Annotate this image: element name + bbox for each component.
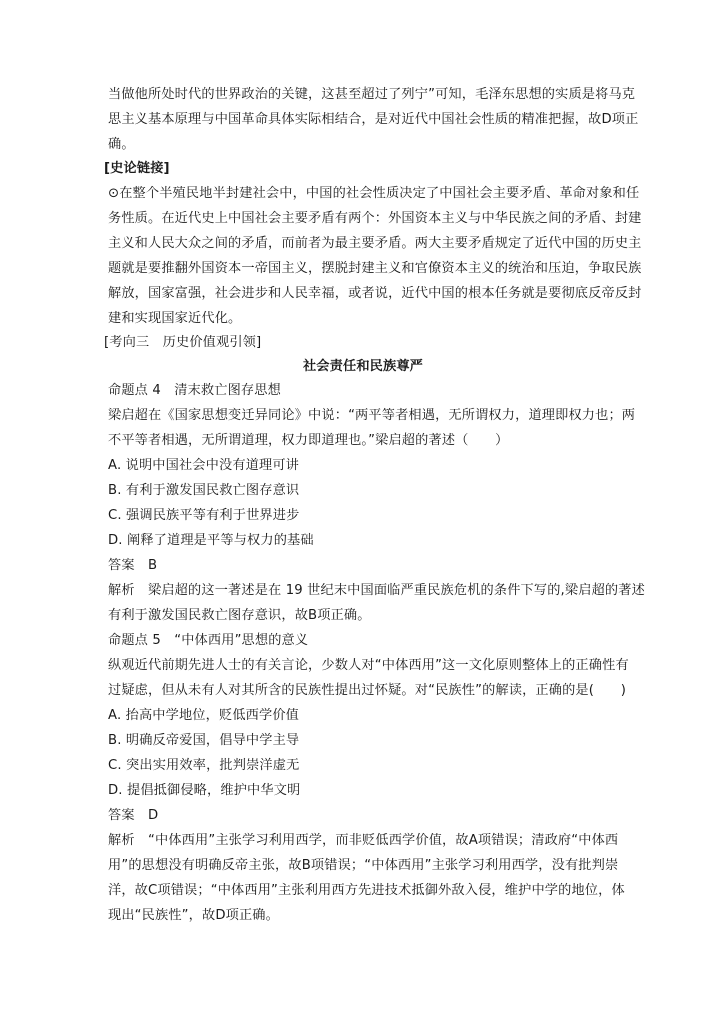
q5-explanation-line-2: 用”的思想没有明确反帝主张，故B项错误；“中体西用”主张学习利用西学，没有批判崇 — [108, 858, 619, 873]
history-link-line-1: ⊙在整个半殖民地半封建社会中，中国的社会性质决定了中国社会主要矛盾、革命对象和任 — [108, 186, 640, 201]
para1-line-1: 当做他所处时代的世界政治的关键，这甚至超过了列宁”可知，毛泽东思想的实质是将马克 — [108, 87, 636, 102]
q4-explanation-line-2: 有利于激发国民救亡图存意识，故B项正确。 — [108, 608, 371, 623]
q4-stem-line-1: 梁启超在《国家思想变迁异同论》中说：“两平等者相遇，无所谓权力，道理即权力也；两 — [108, 408, 636, 423]
q5-stem-line-1: 纵观近代前期先进人士的有关言论，少数人对“中体西用”这一文化原则整体上的正确性有 — [108, 658, 629, 673]
history-link-heading: [史论链接] — [104, 161, 170, 176]
history-link-line-4: 题就是要推翻外国资本一帝国主义，摆脱封建主义和官僚资本主义的统治和压迫，争取民族 — [108, 261, 642, 276]
q5-option-d: D. 提倡抵御侵略，维护中华文明 — [108, 783, 301, 798]
q4-option-d: D. 阐释了道理是平等与权力的基础 — [108, 533, 314, 548]
q4-answer: 答案 B — [108, 558, 158, 573]
q4-option-c: C. 强调民族平等有利于世界进步 — [108, 508, 300, 523]
history-link-line-2: 务性质。在近代史上中国社会主要矛盾有两个：外国资本主义与中华民族之间的矛盾、封建 — [108, 211, 642, 226]
para1-line-2: 思主义基本原理与中国革命具体实际相结合，是对近代中国社会性质的精准把握，故D项正 — [108, 112, 639, 127]
para1-line-3: 确。 — [108, 137, 135, 152]
history-link-line-6: 建和实现国家近代化。 — [108, 311, 242, 326]
q5-explanation-line-4: 现出“民族性”，故D项正确。 — [108, 908, 279, 923]
section-title: 社会责任和民族尊严 — [302, 359, 424, 374]
q5-answer: 答案 D — [108, 808, 159, 823]
q5-explanation-line-1: 解析 “中体西用”主张学习利用西学，而非贬低西学价值，故A项错误；清政府“中体西 — [108, 833, 619, 848]
history-link-line-3: 主义和人民大众之间的矛盾，而前者为最主要矛盾。两大主要矛盾规定了近代中国的历史主 — [108, 236, 642, 251]
q5-stem-line-2: 过疑虑，但从未有人对其所含的民族性提出过怀疑。对“民族性”的解读，正确的是( ) — [108, 683, 627, 698]
q5-option-b: B. 明确反帝爱国，倡导中学主导 — [108, 733, 300, 748]
q5-explanation-line-3: 洋，故C项错误；“中体西用”主张利用西方先进技术抵御外敌入侵，维护中学的地位，体 — [108, 883, 625, 898]
history-link-line-5: 解放，国家富强，社会进步和人民幸福，或者说，近代中国的根本任务就是要彻底反帝反封 — [108, 286, 642, 301]
q4-explanation-line-1: 解析 梁启超的这一著述是在 19 世纪末中国面临严重民族危机的条件下写的,梁启超的著述 — [108, 583, 645, 598]
q4-heading: 命题点 4 清末救亡图存思想 — [108, 383, 281, 398]
q4-option-b: B. 有利于激发国民救亡图存意识 — [108, 483, 300, 498]
q4-option-a: A. 说明中国社会中没有道理可讲 — [108, 458, 300, 473]
q5-option-c: C. 突出实用效率，批判崇洋虚无 — [108, 758, 300, 773]
q4-stem-line-2: 不平等者相遇，无所谓道理，权力即道理也。”梁启超的著述（ ） — [108, 433, 509, 448]
section-label: [考向三 历史价值观引领] — [104, 335, 262, 350]
q5-option-a: A. 抬高中学地位，贬低西学价值 — [108, 708, 300, 723]
q5-heading: 命题点 5 “中体西用”思想的意义 — [108, 633, 309, 648]
